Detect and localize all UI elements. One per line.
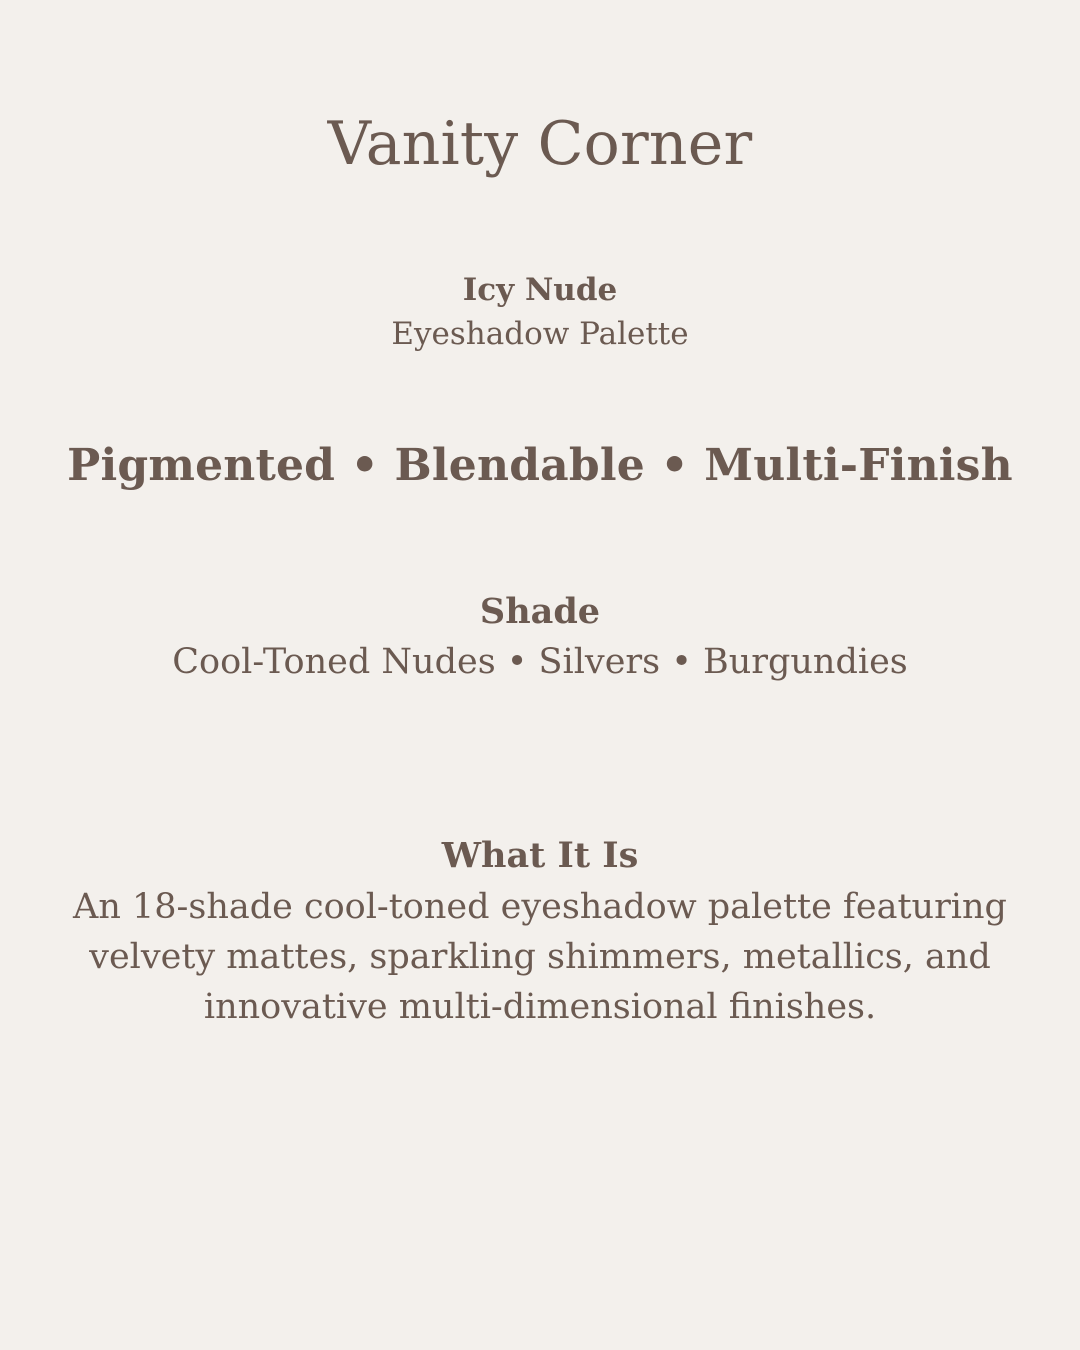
shade-heading: Shade [479, 591, 601, 632]
what-it-is-description: An 18-shade cool-toned eyeshadow palette featuring velvety mattes, sparkling shimmers, metallics, and innovative multi-dimensional finishes. [73, 887, 1007, 1027]
shade-value: Cool-Toned Nudes • Silvers • Burgundies [172, 642, 908, 682]
brand-title: Vanity Corner [327, 109, 753, 179]
product-name: Icy Nude [462, 272, 618, 308]
feature-tagline: Pigmented • Blendable • Multi-Finish [67, 440, 1013, 491]
what-it-is-heading: What It Is [441, 835, 639, 876]
product-type: Eyeshadow Palette [391, 316, 689, 352]
